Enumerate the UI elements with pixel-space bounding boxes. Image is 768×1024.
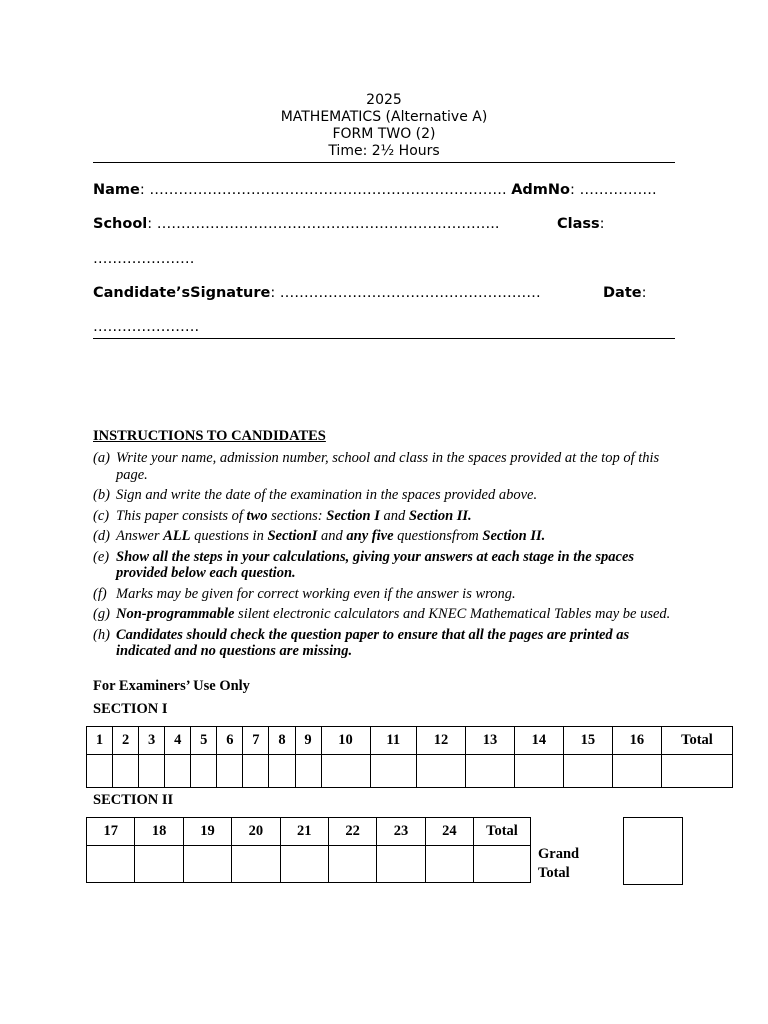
grand-total-label <box>538 845 579 883</box>
section2-score-row <box>87 846 531 883</box>
instruction-item <box>93 606 683 623</box>
instruction-text-part: Sign and write the date of the examination in the spaces provided above. <box>116 487 538 503</box>
instruction-item <box>93 450 683 483</box>
question-number-cell: 16 <box>612 727 661 755</box>
instruction-text-part: Show all the steps in your calculations, giving your answers at each stage in the spaces provided below each question. <box>116 548 635 581</box>
question-number-cell: 22 <box>328 818 376 846</box>
section1-score-row <box>87 755 733 788</box>
question-number-cell: 2 <box>113 727 139 755</box>
instruction-text <box>116 487 683 504</box>
school-field[interactable]: : …………………………………………………………….. <box>147 216 500 232</box>
instruction-text-part: Section II. <box>482 528 546 544</box>
question-number-cell: 3 <box>139 727 165 755</box>
question-number-cell: 18 <box>135 818 183 846</box>
instruction-item <box>93 487 683 504</box>
score-cell[interactable] <box>217 755 243 788</box>
instructions-title: INSTRUCTIONS TO CANDIDATES <box>93 428 326 444</box>
instruction-label: (d) <box>93 528 110 544</box>
instruction-text <box>116 606 683 623</box>
instruction-text-part: Section I <box>326 507 380 524</box>
name-row <box>93 182 683 198</box>
section1-header-row <box>87 727 733 755</box>
adm-field[interactable]: : ……………. <box>570 182 657 198</box>
exam-subject: MATHEMATICS (Alternative A) <box>280 109 488 125</box>
score-cell[interactable] <box>465 755 514 788</box>
class-colon: : <box>599 216 605 232</box>
class-label-wrap <box>557 216 605 232</box>
class-label: Class <box>557 216 600 232</box>
grand-total-line2: Total <box>538 865 570 881</box>
section2-header-row <box>87 818 531 846</box>
exam-form: FORM TWO (2) <box>332 126 436 142</box>
instruction-label: (b) <box>93 487 110 503</box>
header-divider <box>93 162 675 163</box>
instruction-text <box>116 508 683 525</box>
instruction-text-part: Non-programmable <box>116 606 235 622</box>
fields-divider <box>93 338 675 339</box>
instruction-text-part: and <box>317 528 347 544</box>
question-number-cell: 19 <box>183 818 231 846</box>
instruction-text-part: any five <box>346 528 394 544</box>
score-cell[interactable] <box>295 755 321 788</box>
instruction-text <box>116 627 683 660</box>
instruction-item <box>93 549 683 582</box>
score-cell[interactable] <box>563 755 612 788</box>
instruction-text-part: questionsfrom <box>393 528 483 544</box>
score-cell[interactable] <box>183 846 231 883</box>
section1-table <box>86 726 733 788</box>
score-cell[interactable] <box>135 846 183 883</box>
class-field[interactable]: ………………… <box>93 251 195 267</box>
score-cell[interactable] <box>165 755 191 788</box>
school-label: School <box>93 216 148 232</box>
name-field[interactable]: : ………………………………………………………….……. <box>139 182 507 198</box>
question-number-cell: 10 <box>321 727 370 755</box>
exam-time: Time: 2½ Hours <box>328 143 440 159</box>
score-cell[interactable] <box>280 846 328 883</box>
instruction-text-part: Section II. <box>408 507 472 524</box>
instruction-text-part: silent electronic calculators and KNEC Mathematical Tables may be used. <box>234 606 671 622</box>
question-number-cell: Total <box>474 818 531 846</box>
section2-label: SECTION II <box>93 792 174 808</box>
instruction-text-part: ALL <box>163 528 191 544</box>
instruction-text <box>116 549 683 582</box>
section1-label: SECTION I <box>93 701 168 717</box>
instruction-label: (h) <box>93 626 110 643</box>
score-cell[interactable] <box>113 755 139 788</box>
instruction-text-part: Write your name, admission number, school and class in the spaces provided at the top of this page. <box>116 450 660 483</box>
instruction-text-part: sections: <box>267 507 327 524</box>
instruction-item <box>93 586 683 603</box>
question-number-cell: 24 <box>425 818 473 846</box>
instruction-text-part: Marks may be given for correct working even if the answer is wrong. <box>116 585 516 602</box>
instruction-label: (a) <box>93 450 110 466</box>
score-cell[interactable] <box>612 755 661 788</box>
instruction-label: (e) <box>93 548 110 565</box>
instruction-item <box>93 508 683 525</box>
instruction-label: (f) <box>93 585 107 602</box>
instruction-text-part: questions in <box>190 528 268 544</box>
question-number-cell: 8 <box>269 727 295 755</box>
question-number-cell: 13 <box>465 727 514 755</box>
score-cell[interactable] <box>321 755 370 788</box>
date-colon: : <box>641 285 647 301</box>
score-cell[interactable] <box>87 846 135 883</box>
signature-row <box>93 285 683 301</box>
score-cell[interactable] <box>243 755 269 788</box>
question-number-cell: 11 <box>370 727 416 755</box>
score-cell[interactable] <box>139 755 165 788</box>
signature-label: Candidate’sSignature <box>93 285 271 301</box>
instruction-label: (c) <box>93 507 110 524</box>
instruction-item <box>93 627 683 660</box>
question-number-cell: 23 <box>377 818 425 846</box>
score-cell[interactable] <box>232 846 280 883</box>
question-number-cell: 12 <box>416 727 465 755</box>
score-cell[interactable] <box>474 846 531 883</box>
grand-total-box[interactable] <box>623 817 683 885</box>
exam-header <box>0 92 768 160</box>
signature-field[interactable]: : ……………………………………………… <box>270 285 541 301</box>
question-number-cell: 14 <box>514 727 563 755</box>
exam-year: 2025 <box>366 92 402 108</box>
instruction-text <box>116 450 683 483</box>
question-number-cell: 6 <box>217 727 243 755</box>
grand-total-line1: Grand <box>538 846 580 862</box>
date-field[interactable]: …………………. <box>93 319 200 335</box>
date-label-wrap <box>603 285 646 301</box>
instruction-text-part: Candidates should check the question paper to ensure that all the pages are printed as indicated and no questions are missing. <box>116 626 630 659</box>
instruction-text <box>116 586 683 603</box>
score-cell[interactable] <box>87 755 113 788</box>
instruction-text-part: and <box>379 507 409 524</box>
section2-table <box>86 817 531 883</box>
score-cell[interactable] <box>370 755 416 788</box>
question-number-cell: 21 <box>280 818 328 846</box>
score-cell[interactable] <box>662 755 733 788</box>
question-number-cell: 4 <box>165 727 191 755</box>
instructions-list <box>93 450 683 664</box>
score-cell[interactable] <box>191 755 217 788</box>
question-number-cell: 7 <box>243 727 269 755</box>
question-number-cell: 9 <box>295 727 321 755</box>
score-cell[interactable] <box>377 846 425 883</box>
score-cell[interactable] <box>416 755 465 788</box>
instruction-text-part: SectionI <box>267 528 318 544</box>
question-number-cell: 17 <box>87 818 135 846</box>
date-label: Date <box>603 285 642 301</box>
instruction-text <box>116 528 683 545</box>
instruction-label: (g) <box>93 606 110 622</box>
instruction-item <box>93 528 683 545</box>
instruction-text-part: This paper consists of <box>116 507 247 524</box>
question-number-cell: 5 <box>191 727 217 755</box>
score-cell[interactable] <box>328 846 376 883</box>
score-cell[interactable] <box>514 755 563 788</box>
score-cell[interactable] <box>425 846 473 883</box>
question-number-cell: 1 <box>87 727 113 755</box>
question-number-cell: 20 <box>232 818 280 846</box>
name-label: Name <box>93 182 140 198</box>
instruction-text-part: two <box>246 507 268 524</box>
adm-label: AdmNo <box>511 182 571 198</box>
question-number-cell: Total <box>662 727 733 755</box>
question-number-cell: 15 <box>563 727 612 755</box>
examiners-title: For Examiners’ Use Only <box>93 678 250 694</box>
score-cell[interactable] <box>269 755 295 788</box>
instruction-text-part: Answer <box>116 528 164 544</box>
